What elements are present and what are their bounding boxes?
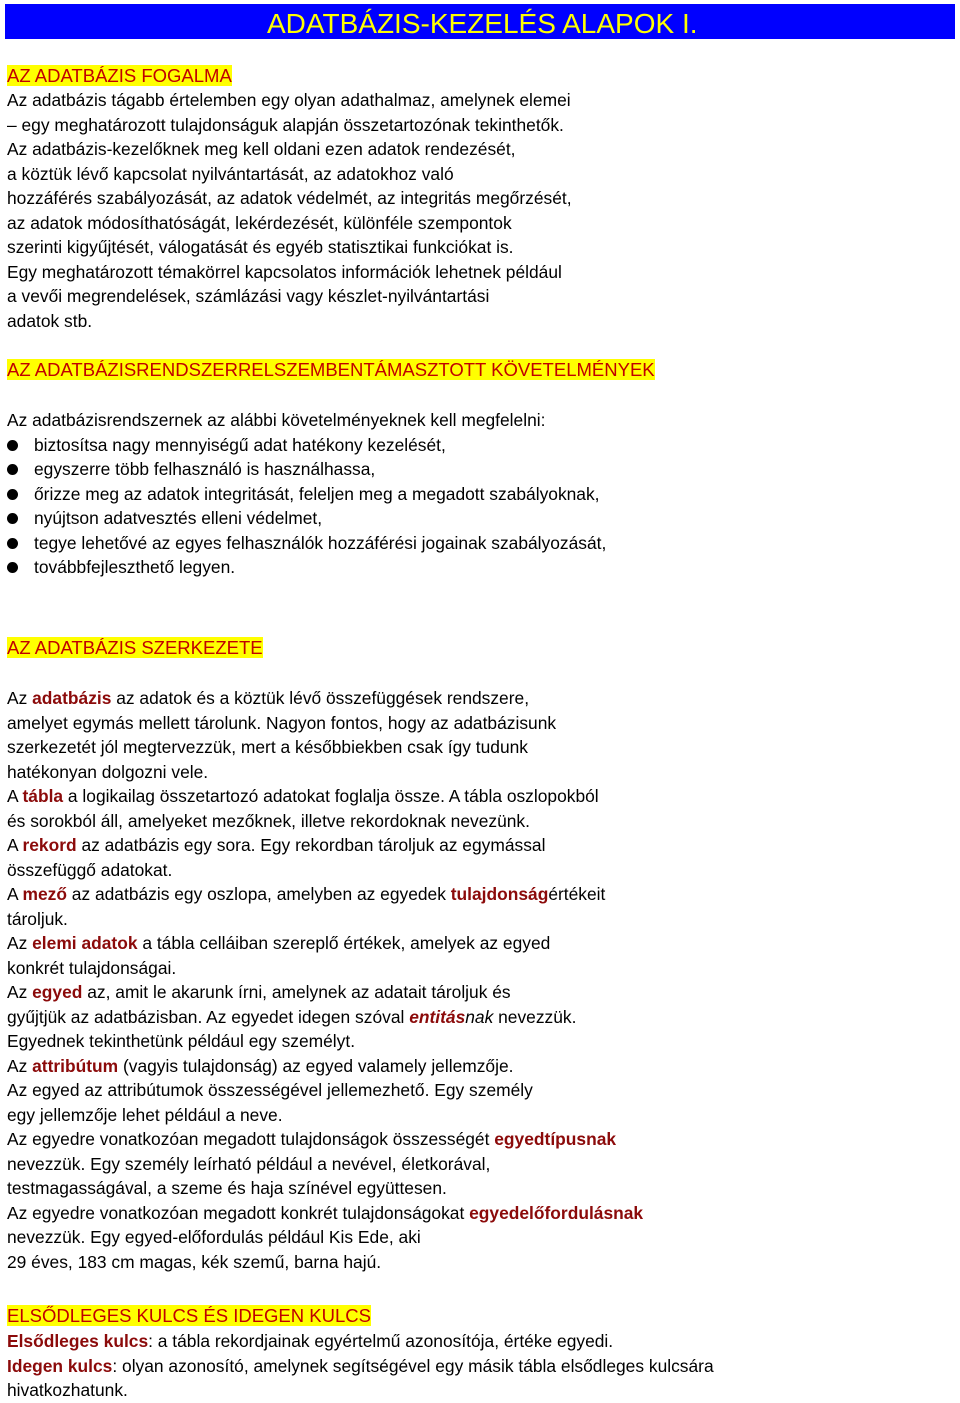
paragraph-line: – egy meghatározott tulajdonságuk alapján összetartozónak tekinthetők. — [7, 114, 564, 135]
term-adatbazis: adatbázis — [32, 688, 112, 708]
term-egyed: egyed — [32, 982, 83, 1002]
term-elsodleges-kulcs: Elsődleges kulcs — [7, 1331, 149, 1351]
paragraph-line: Az egyedre vonatkozóan megadott tulajdonságok összességét egyedtípusnak — [7, 1129, 617, 1149]
term-elemi-adatok: elemi adatok — [32, 933, 138, 953]
term-egyedelofordulas: egyedelőfordulásnak — [469, 1202, 644, 1223]
paragraph-line: Az attribútum (vagyis tulajdonság) az egyed valamely jellemzője. — [7, 1055, 514, 1076]
term-entitas: entitás — [409, 1006, 466, 1027]
paragraph-line: az adatok módosíthatóságát, lekérdezését, különféle szempontok — [7, 212, 512, 233]
bullet-icon — [7, 489, 18, 500]
paragraph-line: konkrét tulajdonságai. — [7, 957, 177, 978]
section-concept-text — [7, 88, 572, 333]
paragraph-line: A mező az adatbázis egy oszlopa, amelyben az egyedek tulajdonságértékeit — [7, 884, 606, 904]
list-item: biztosítsa nagy mennyiségű adat hatékony kezelését, — [7, 433, 606, 458]
section-structure-text — [7, 686, 643, 1274]
term-tabla: tábla — [22, 786, 64, 806]
bullet-icon — [7, 562, 18, 573]
paragraph-line: Egyednek tekinthetünk például egy személyt. — [7, 1031, 356, 1051]
paragraph-line: és sorokból áll, amelyeket mezőknek, illetve rekordoknak nevezünk. — [7, 810, 530, 831]
paragraph-line: A rekord az adatbázis egy sora. Egy rekordban tároljuk az egymással — [7, 835, 546, 855]
paragraph-line: nevezzük. Egy személy leírható például a nevével, életkorával, — [7, 1153, 491, 1174]
page-title: ADATBÁZIS-KEZELÉS ALAPOK I. — [267, 8, 698, 39]
paragraph-line: Az egyed az, amit le akarunk írni, amelynek az adatait tároljuk és — [7, 982, 511, 1002]
term-attributum: attribútum — [32, 1055, 119, 1076]
paragraph-line: összefüggő adatokat. — [7, 859, 173, 880]
section-heading-concept: AZ ADATBÁZIS FOGALMA — [7, 65, 232, 86]
section-heading-requirements: AZ ADATBÁZISRENDSZERRELSZEMBENTÁMASZTOTT KÖVETELMÉNYEK — [7, 359, 655, 380]
section-requirements-text — [7, 408, 606, 580]
term-mezo: mező — [22, 884, 67, 904]
paragraph-line: a vevői megrendelések, számlázási vagy készlet-nyilvántartási — [7, 286, 490, 306]
list-item: őrizze meg az adatok integritását, feleljen meg a megadott szabályoknak, — [7, 482, 606, 507]
paragraph-line: szerkezetét jól megtervezzük, mert a későbbiekben csak így tudunk — [7, 737, 529, 757]
bullet-icon — [7, 440, 18, 451]
paragraph-line: Az adatbázis-kezelőknek meg kell oldani ezen adatok rendezését, — [7, 139, 516, 159]
paragraph-line: hozzáférés szabályozását, az adatok védelmét, az integritás megőrzését, — [7, 188, 572, 208]
paragraph-line: Az adatbázis az adatok és a köztük lévő összefüggések rendszere, — [7, 688, 530, 708]
paragraph-line: hatékonyan dolgozni vele. — [7, 761, 209, 782]
paragraph-line: Az egyedre vonatkozóan megadott konkrét tulajdonságokat egyedelőfordulásnak — [7, 1202, 644, 1223]
bullet-icon — [7, 538, 18, 549]
list-item: nyújtson adatvesztés elleni védelmet, — [7, 506, 606, 531]
paragraph-line: adatok stb. — [7, 310, 93, 331]
term-tulajdonsag: tulajdonság — [450, 884, 549, 904]
paragraph-line: testmagasságával, a szeme és haja színével együttesen. — [7, 1178, 447, 1198]
paragraph-line: 29 éves, 183 cm magas, kék szemű, barna hajú. — [7, 1251, 382, 1272]
paragraph-line: a köztük lévő kapcsolat nyilvántartását, az adatokhoz való — [7, 163, 454, 184]
section-heading-structure: AZ ADATBÁZIS SZERKEZETE — [7, 637, 263, 658]
term-egyedtipus: egyedtípusnak — [494, 1129, 617, 1149]
section-keys-text — [7, 1329, 714, 1403]
term-idegen-kulcs: Idegen kulcs — [7, 1355, 113, 1376]
list-item: egyszerre több felhasználó is használhassa, — [7, 457, 606, 482]
paragraph-line: Elsődleges kulcs: a tábla rekordjainak egyértelmű azonosítója, értéke egyedi. — [7, 1331, 614, 1351]
paragraph-line: Az elemi adatok a tábla celláiban szereplő értékek, amelyek az egyed — [7, 933, 551, 953]
paragraph-line: gyűjtjük az adatbázisban. Az egyedet idegen szóval entitásnak nevezzük. — [7, 1006, 577, 1027]
requirements-intro: Az adatbázisrendszernek az alábbi követelményeknek kell megfelelni: — [7, 410, 546, 430]
paragraph-line: Az egyed az attribútumok összességével jellemezhető. Egy személy — [7, 1080, 533, 1100]
paragraph-line: nevezzük. Egy egyed-előfordulás például Kis Ede, aki — [7, 1227, 421, 1247]
paragraph-line: Az adatbázis tágabb értelemben egy olyan adathalmaz, amelynek elemei — [7, 90, 571, 110]
list-item: tegye lehetővé az egyes felhasználók hozzáférési jogainak szabályozását, — [7, 531, 606, 556]
paragraph-line: Idegen kulcs: olyan azonosító, amelynek segítségével egy másik tábla elsődleges kulcsára — [7, 1355, 714, 1376]
paragraph-line: A tábla a logikailag összetartozó adatokat foglalja össze. A tábla oszlopokból — [7, 786, 599, 806]
paragraph-line: hivatkozhatunk. — [7, 1380, 128, 1400]
paragraph-line: tároljuk. — [7, 908, 68, 929]
section-heading-keys: ELSŐDLEGES KULCS ÉS IDEGEN KULCS — [7, 1305, 371, 1326]
paragraph-line: amelyet egymás mellett tárolunk. Nagyon fontos, hogy az adatbázisunk — [7, 712, 557, 733]
bullet-icon — [7, 513, 18, 524]
title-banner — [5, 4, 955, 39]
bullet-icon — [7, 464, 18, 475]
term-rekord: rekord — [22, 835, 77, 855]
paragraph-line: egy jellemzője lehet például a neve. — [7, 1104, 283, 1125]
paragraph-line: szerinti kigyűjtését, válogatását és egyéb statisztikai funkciókat is. — [7, 237, 514, 257]
paragraph-line: Egy meghatározott témakörrel kapcsolatos információk lehetnek például — [7, 261, 562, 282]
list-item: továbbfejleszthető legyen. — [7, 555, 606, 580]
